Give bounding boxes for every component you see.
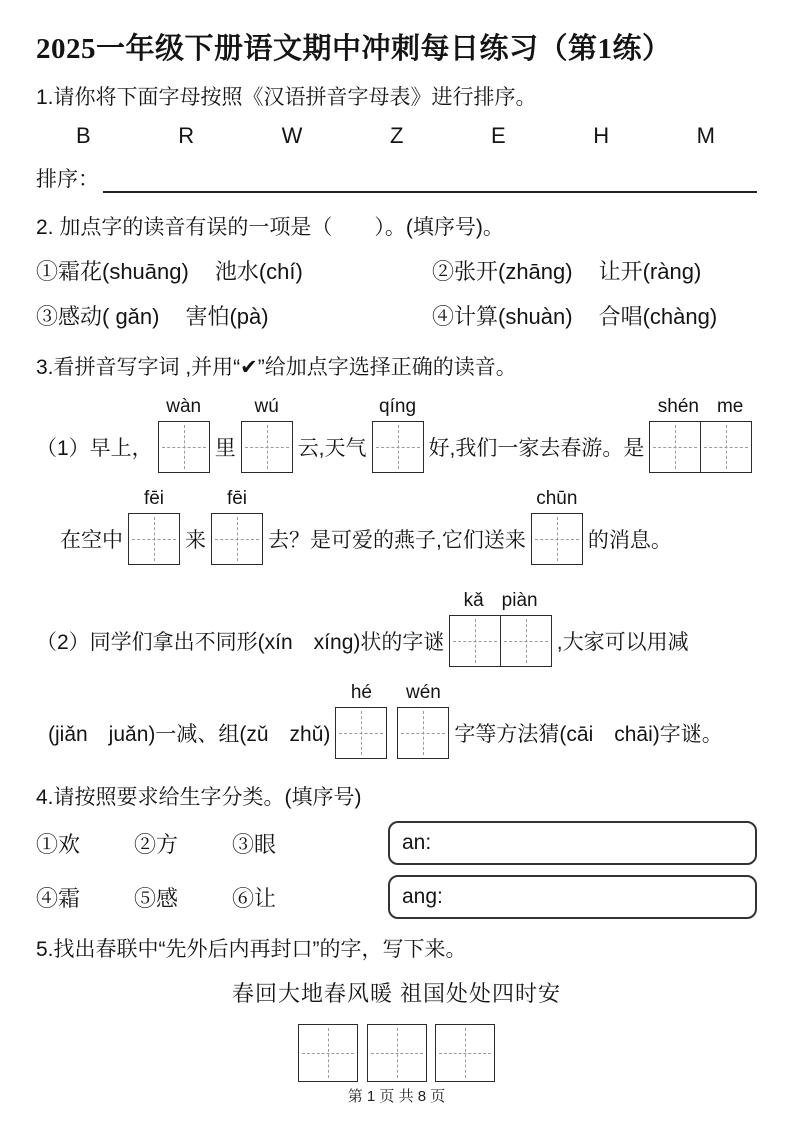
- q3-text: 字等方法猜(cāi chāi)字谜。: [454, 723, 723, 746]
- q2-option-4-word-b: 合唱(chàng): [598, 304, 718, 329]
- writing-cell[interactable]: [335, 707, 387, 759]
- writing-box-he[interactable]: [335, 682, 387, 759]
- q3-text: 云,天气: [297, 437, 367, 460]
- page-footer: 第 1 页 共 8 页: [347, 1088, 446, 1105]
- q2-option-2-word-a: ②张开(zhāng): [432, 259, 573, 284]
- q3-text: 来: [185, 529, 206, 552]
- q2-option-1-word-b: 池水(chí): [214, 259, 303, 284]
- q4-prompt: 4.请按照要求给生字分类。(填序号): [36, 786, 362, 809]
- q2-option-3-word-b: 害怕(pà): [185, 304, 269, 329]
- writing-cell[interactable]: [372, 421, 424, 473]
- q1-letter: B: [76, 123, 91, 148]
- pinyin-syllable: me: [716, 396, 744, 417]
- writing-box-shenme[interactable]: [649, 396, 751, 473]
- q3-text: （1）早上，: [36, 437, 153, 460]
- writing-cell[interactable]: [158, 421, 210, 473]
- writing-box-qing[interactable]: [372, 396, 424, 473]
- q3-text: （2）同学们拿出不同形(xín xíng)状的字谜: [36, 631, 445, 654]
- writing-box-kapian[interactable]: [449, 590, 551, 667]
- pinyin-syllable: shén: [657, 396, 699, 417]
- writing-cell[interactable]: [367, 1024, 427, 1082]
- pinyin-label: [649, 396, 751, 418]
- q2-option-2-word-b: 让开(ràng): [598, 259, 702, 284]
- q2-prompt: 2. 加点字的读音有误的一项是（ ）。(填序号)。: [36, 216, 504, 239]
- q4-answer-box-an[interactable]: [388, 821, 757, 865]
- q3-sentence-1-line-1: [36, 396, 757, 473]
- q2-row-2: [36, 300, 757, 331]
- q2-option-1: [36, 255, 432, 286]
- pinyin-label: wàn: [166, 396, 202, 417]
- q3-text: 好,我们一家去春游。是: [428, 437, 645, 460]
- pinyin-label: wú: [254, 396, 279, 417]
- q3-text: 里: [214, 437, 236, 460]
- writing-box-wan[interactable]: [158, 396, 210, 473]
- writing-box-fei-1[interactable]: [128, 488, 180, 565]
- q3-text: ,大家可以用减: [556, 631, 689, 654]
- writing-box-wen[interactable]: [397, 682, 449, 759]
- q1-letter: M: [696, 123, 715, 148]
- writing-cell[interactable]: [435, 1024, 495, 1082]
- q4-answer-label: ang:: [402, 885, 443, 908]
- q1-sort-row: [36, 163, 757, 193]
- q3-text: (jiǎn juǎn)一减、组(zǔ zhǔ): [48, 723, 331, 746]
- q2-option-2: [432, 255, 701, 286]
- q3-sentence-2-line-2: [36, 682, 757, 759]
- pinyin-syllable: piàn: [501, 590, 538, 611]
- q1-answer-line[interactable]: [103, 167, 757, 193]
- q1-sort-label: 排序：: [36, 168, 99, 191]
- writing-cell[interactable]: [211, 513, 263, 565]
- q1-letter: Z: [389, 123, 404, 148]
- pinyin-label: fēi: [226, 488, 248, 509]
- q1-letters: [36, 123, 757, 149]
- q2-option-4-word-a: ④计算(shuàn): [432, 304, 573, 329]
- q3-sentence-1-line-2: [36, 488, 757, 565]
- q2-option-3-word-a: ③感动( gǎn): [36, 304, 160, 329]
- q4-character: ③眼: [232, 831, 277, 857]
- writing-box-fei-2[interactable]: [211, 488, 263, 565]
- q4-characters-1: [36, 828, 388, 859]
- q4-answer-label: an:: [402, 831, 432, 854]
- q4-row-1: [36, 821, 757, 865]
- pinyin-label: qíng: [379, 396, 417, 417]
- writing-cell[interactable]: [649, 421, 701, 473]
- writing-cell[interactable]: [449, 615, 501, 667]
- q4-character: ②方: [134, 831, 179, 857]
- q3-text: 去？是可爱的燕子,它们送来: [268, 529, 526, 552]
- writing-cell[interactable]: [700, 421, 752, 473]
- q4-character: ⑤感: [134, 885, 179, 911]
- q2-option-1-word-a: ①霜花(shuāng): [36, 259, 189, 284]
- pinyin-label: fēi: [143, 488, 165, 509]
- q4-character: ⑥让: [232, 885, 277, 911]
- writing-box-wu[interactable]: [241, 396, 293, 473]
- writing-cell[interactable]: [500, 615, 552, 667]
- q4-character: ①欢: [36, 831, 81, 857]
- pinyin-label: [449, 590, 551, 612]
- q3-prompt: 3.看拼音写字词 ,并用“✔”给加点字选择正确的读音。: [36, 356, 517, 379]
- q1-letter: W: [281, 123, 303, 148]
- pinyin-label: chūn: [536, 488, 578, 509]
- q3-text: 在空中: [60, 529, 123, 552]
- q3-sentence-2-line-1: [36, 590, 757, 667]
- q4-row-2: [36, 875, 757, 919]
- q2-row-1: [36, 255, 757, 286]
- q1-letter: H: [593, 123, 610, 148]
- pinyin-syllable: kǎ: [463, 590, 484, 611]
- q5-prompt: 5.找出春联中“先外后内再封口”的字，写下来。: [36, 938, 467, 961]
- q3-text: 的消息。: [587, 529, 672, 552]
- q1-letter: E: [490, 123, 506, 148]
- pinyin-label: wén: [405, 682, 441, 703]
- writing-cell[interactable]: [128, 513, 180, 565]
- q1-prompt: 1.请你将下面字母按照《汉语拼音字母表》进行排序。: [36, 86, 537, 109]
- q2-option-4: [432, 300, 717, 331]
- pinyin-label: hé: [350, 682, 372, 703]
- q4-character: ④霜: [36, 885, 81, 911]
- writing-box-chun[interactable]: [531, 488, 583, 565]
- q2-option-3: [36, 300, 432, 331]
- writing-cell[interactable]: [397, 707, 449, 759]
- page-title: 2025一年级下册语文期中冲刺每日练习（第1练）: [36, 33, 672, 65]
- q1-letter: R: [178, 123, 195, 148]
- writing-cell[interactable]: [241, 421, 293, 473]
- writing-cell[interactable]: [298, 1024, 358, 1082]
- writing-cell[interactable]: [531, 513, 583, 565]
- q4-answer-box-ang[interactable]: [388, 875, 757, 919]
- q4-characters-2: [36, 882, 388, 913]
- q5-answer-boxes: [36, 1024, 757, 1082]
- q5-couplet: 春回大地春风暖 祖国处处四时安: [231, 981, 562, 1006]
